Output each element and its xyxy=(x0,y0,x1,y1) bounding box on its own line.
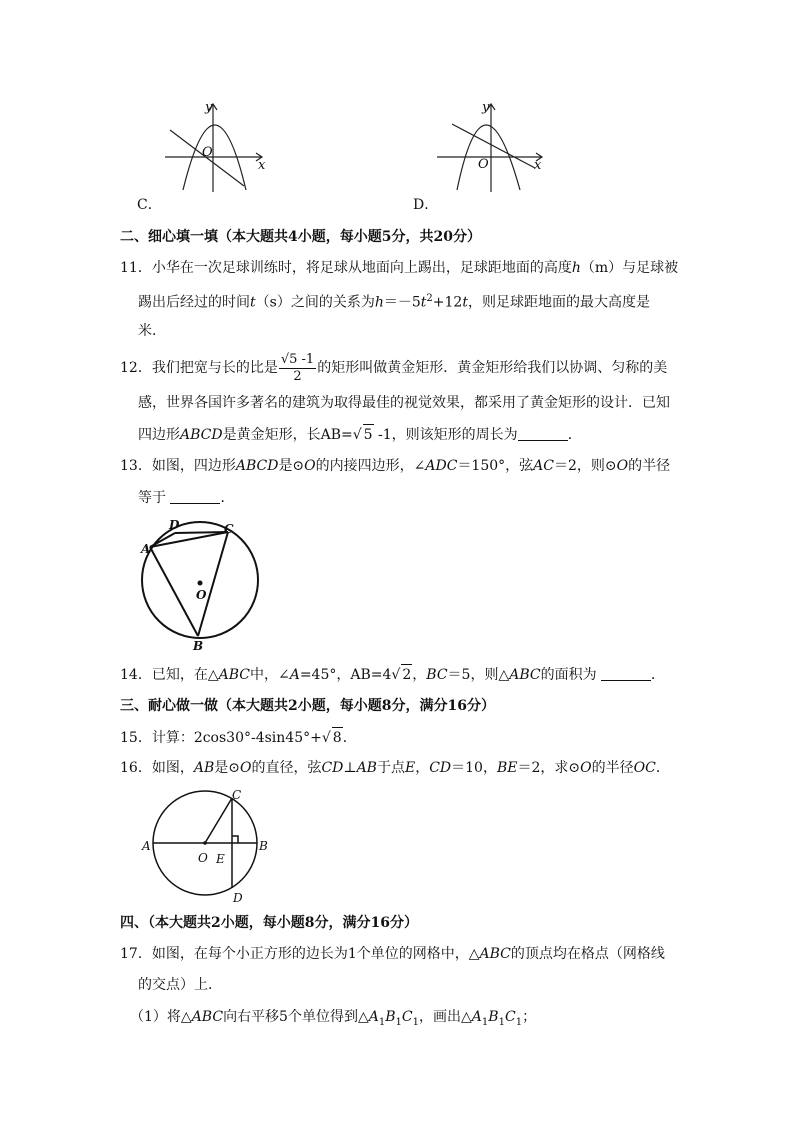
option-d-label: D． xyxy=(413,197,439,213)
q16-fig-label-c: C xyxy=(232,788,242,802)
q11-line2: 踢出后经过的时间t（s）之间的关系为$h=-5t^2+12t$，则足球距地面的最大高度是 xyxy=(138,293,650,311)
q12-line1: 12．我们把宽与长的比是 $\frac{√5 -1}{2}$ 的矩形叫做黄金矩形．黄金矩形给我们以协调、匀称的美 xyxy=(120,351,668,384)
graph-c-origin-label: O xyxy=(202,145,213,160)
graph-c-x-label: x xyxy=(258,158,266,173)
q13-fig-label-b: B xyxy=(193,639,204,653)
q13-answer-blank xyxy=(170,489,220,504)
q17-part1: （1）将△ABC向右平移5个单位得到$\triangle A_1B_1C_1$，画出$\triangle A_1B_1C_1$； xyxy=(130,1009,537,1028)
q11-line1: 11．小华在一次足球训练时，将足球从地面向上踢出，足球距地面的高度h（m）与足球被 xyxy=(120,260,679,276)
q14-answer-blank xyxy=(601,666,651,681)
q16-fig-label-o: O xyxy=(198,851,208,865)
graph-d-x-label: x xyxy=(534,158,542,173)
q16-line1: 16．如图，AB是⊙O的直径，弦CD⊥AB于点E，CD＝10，BE＝2，求⊙O的半径OC． xyxy=(120,760,670,776)
q13-line1: 13．如图，四边形ABCD是⊙O的内接四边形，∠ADC＝150°，弦AC＝2，则⊙O的半径 xyxy=(120,458,671,474)
q16-fig-label-e: E xyxy=(216,852,225,866)
q16-fig-label-a: A xyxy=(142,839,151,853)
section-3-heading: 三、耐心做一做（本大题共2小题，每小题8分，满分16分） xyxy=(120,698,495,714)
q17-line1: 17．如图，在每个小正方形的边长为1个单位的网格中，△ABC的顶点均在格点（网格线 xyxy=(120,946,665,962)
section-2-heading: 二、细心填一填（本大题共4小题，每小题5分，共20分） xyxy=(120,229,481,245)
graph-c-y-label: y xyxy=(205,100,213,115)
section-4-heading: 四、（本大题共2小题，每小题8分，满分16分） xyxy=(120,915,418,931)
q13-fig-label-o: O xyxy=(196,588,207,602)
q15-line1: 15．计算：2cos30°-4sin45°+√ 8． xyxy=(120,727,357,748)
q12-answer-blank xyxy=(518,426,568,441)
q13-line2: 等于 ． xyxy=(138,490,235,506)
graph-d-y-label: y xyxy=(482,100,490,115)
q13-fig-label-d: D xyxy=(169,518,180,532)
q17-line2: 的交点）上． xyxy=(138,977,222,993)
q16-fig-label-b: B xyxy=(259,839,268,853)
q11-line3: 米． xyxy=(138,323,166,339)
q12-line3: 四边形ABCD是黄金矩形，长AB=√ 5 -1，则该矩形的周长为 ． xyxy=(138,424,582,445)
graph-d-origin-label: O xyxy=(478,157,489,172)
q12-line2: 感，世界各国许多著名的建筑为取得最佳的视觉效果，都采用了黄金矩形的设计．已知 xyxy=(138,395,670,411)
q14-line1: 14．已知，在△ABC中，∠A=45°，AB=4√ 2，BC＝5，则△ABC的面积为 ． xyxy=(120,664,665,685)
option-c-label: C． xyxy=(137,197,162,213)
q13-fig-label-c: C xyxy=(224,522,234,536)
q13-fig-label-a: A xyxy=(141,542,151,556)
golden-ratio-fraction: $\frac{√5 -1}{2}$ xyxy=(280,351,315,384)
q16-fig-label-d: D xyxy=(233,891,243,905)
